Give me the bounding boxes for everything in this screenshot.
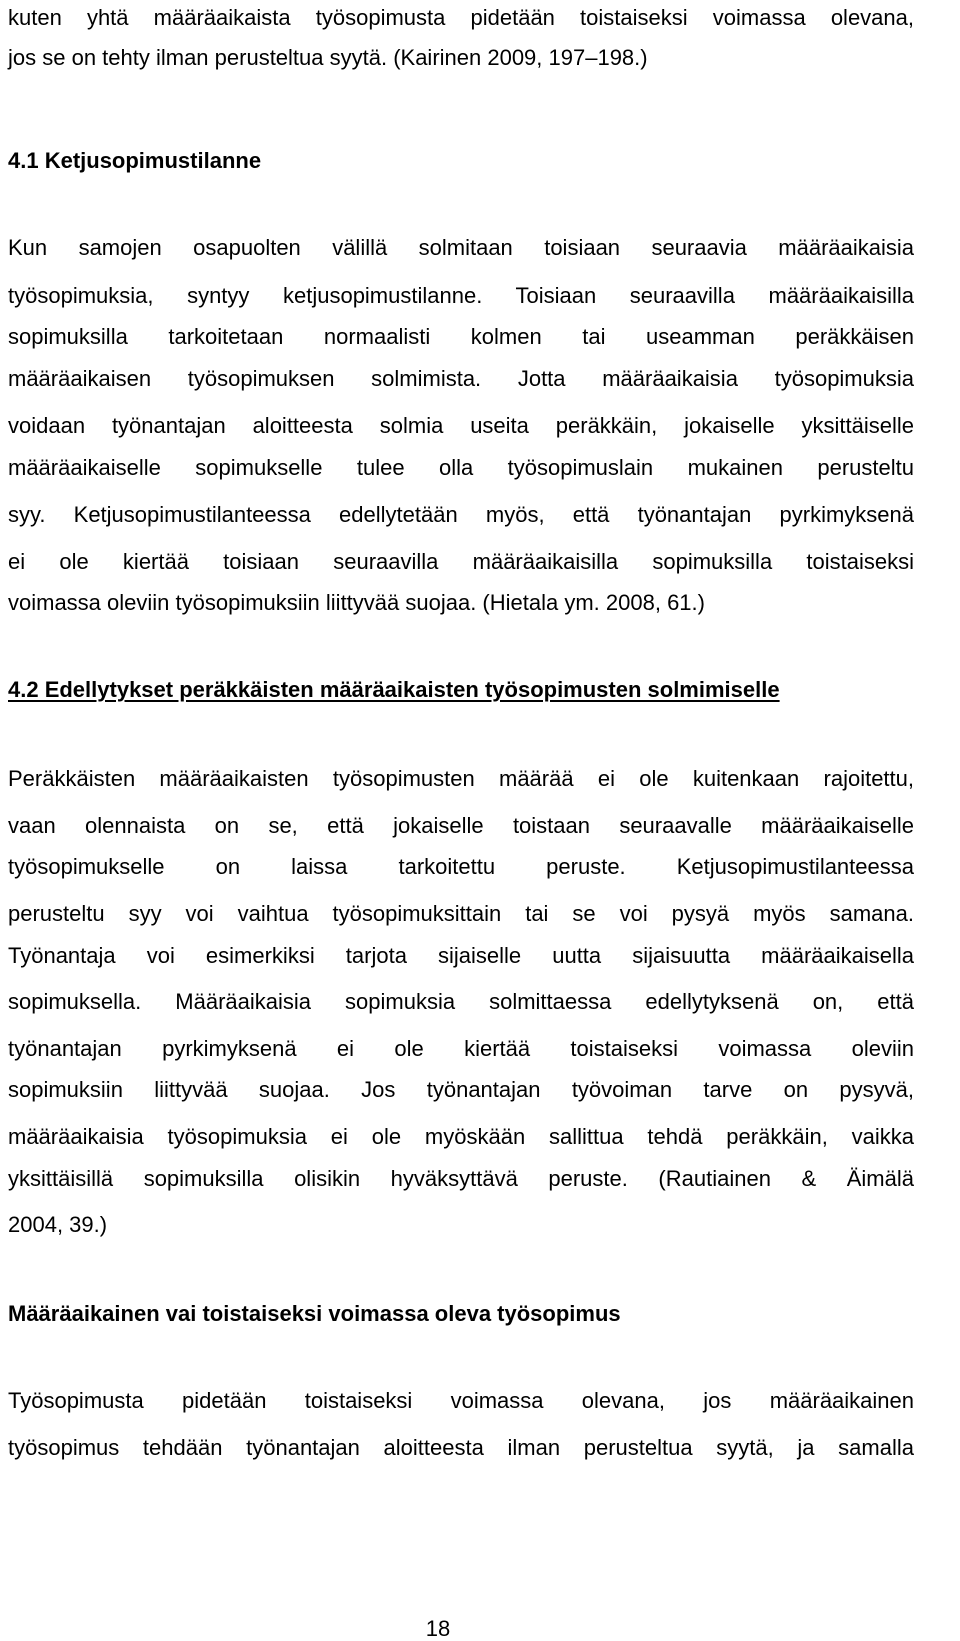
- page-number: 18: [425, 1616, 451, 1641]
- paragraph-line: sopimuksiin liittyvää suojaa. Jos työnantajan työvoiman tarve on pysyvä,: [8, 1077, 914, 1102]
- paragraph-line: sopimuksilla tarkoitetaan normaalisti kolmen tai useamman peräkkäisen: [8, 324, 914, 349]
- paragraph-line: työnantajan pyrkimyksenä ei ole kiertää toistaiseksi voimassa oleviin: [8, 1036, 914, 1061]
- paragraph-line: voidaan työnantajan aloitteesta solmia useita peräkkäin, jokaiselle yksittäiselle: [8, 413, 914, 438]
- paragraph-line: perusteltu syy voi vaihtua työsopimuksittain tai se voi pysyä myös samana.: [8, 901, 914, 926]
- subsection-heading: Määräaikainen vai toistaiseksi voimassa oleva työsopimus: [8, 1301, 621, 1326]
- paragraph-line: Työnantaja voi esimerkiksi tarjota sijaiselle uutta sijaisuutta määräaikaisella: [8, 943, 914, 968]
- paragraph-line: vaan olennaista on se, että jokaiselle toistaan seuraavalle määräaikaiselle: [8, 813, 914, 838]
- document-page: [8, 0, 914, 1640]
- paragraph-line: määräaikaiselle sopimukselle tulee olla työsopimuslain mukainen perusteltu: [8, 455, 914, 480]
- paragraph-line: yksittäisillä sopimuksilla olisikin hyväksyttävä peruste. (Rautiainen & Äimälä: [8, 1166, 914, 1191]
- paragraph-line: määräaikaisia työsopimuksia ei ole myöskään sallittua tehdä peräkkäin, vaikka: [8, 1124, 914, 1149]
- paragraph-line: ei ole kiertää toisiaan seuraavilla määräaikaisilla sopimuksilla toistaiseksi: [8, 549, 914, 574]
- paragraph-line: 2004, 39.): [8, 1212, 108, 1237]
- paragraph-line: jos se on tehty ilman perusteltua syytä. (Kairinen 2009, 197–198.): [8, 45, 648, 70]
- paragraph-line: työsopimuksia, syntyy ketjusopimustilanne. Toisiaan seuraavilla määräaikaisilla: [8, 283, 914, 308]
- paragraph-line: Työsopimusta pidetään toistaiseksi voimassa olevana, jos määräaikainen: [8, 1388, 914, 1413]
- section-heading-4-2: 4.2 Edellytykset peräkkäisten määräaikaisten työsopimusten solmimiselle: [8, 677, 780, 702]
- paragraph-line: työsopimukselle on laissa tarkoitettu peruste. Ketjusopimustilanteessa: [8, 854, 914, 879]
- paragraph-line: kuten yhtä määräaikaista työsopimusta pidetään toistaiseksi voimassa olevana,: [8, 5, 914, 30]
- section-heading-4-1: 4.1 Ketjusopimustilanne: [8, 148, 262, 173]
- paragraph-line: Kun samojen osapuolten välillä solmitaan toisiaan seuraavia määräaikaisia: [8, 235, 914, 260]
- paragraph-line: työsopimus tehdään työnantajan aloitteesta ilman perusteltua syytä, ja samalla: [8, 1435, 914, 1460]
- paragraph-line: syy. Ketjusopimustilanteessa edellytetään myös, että työnantajan pyrkimyksenä: [8, 502, 914, 527]
- paragraph-line: määräaikaisen työsopimuksen solmimista. Jotta määräaikaisia työsopimuksia: [8, 366, 914, 391]
- paragraph-line: voimassa oleviin työsopimuksiin liittyvää suojaa. (Hietala ym. 2008, 61.): [8, 590, 705, 615]
- paragraph-line: Peräkkäisten määräaikaisten työsopimusten määrää ei ole kuitenkaan rajoitettu,: [8, 766, 914, 791]
- paragraph-line: sopimuksella. Määräaikaisia sopimuksia solmittaessa edellytyksenä on, että: [8, 989, 914, 1014]
